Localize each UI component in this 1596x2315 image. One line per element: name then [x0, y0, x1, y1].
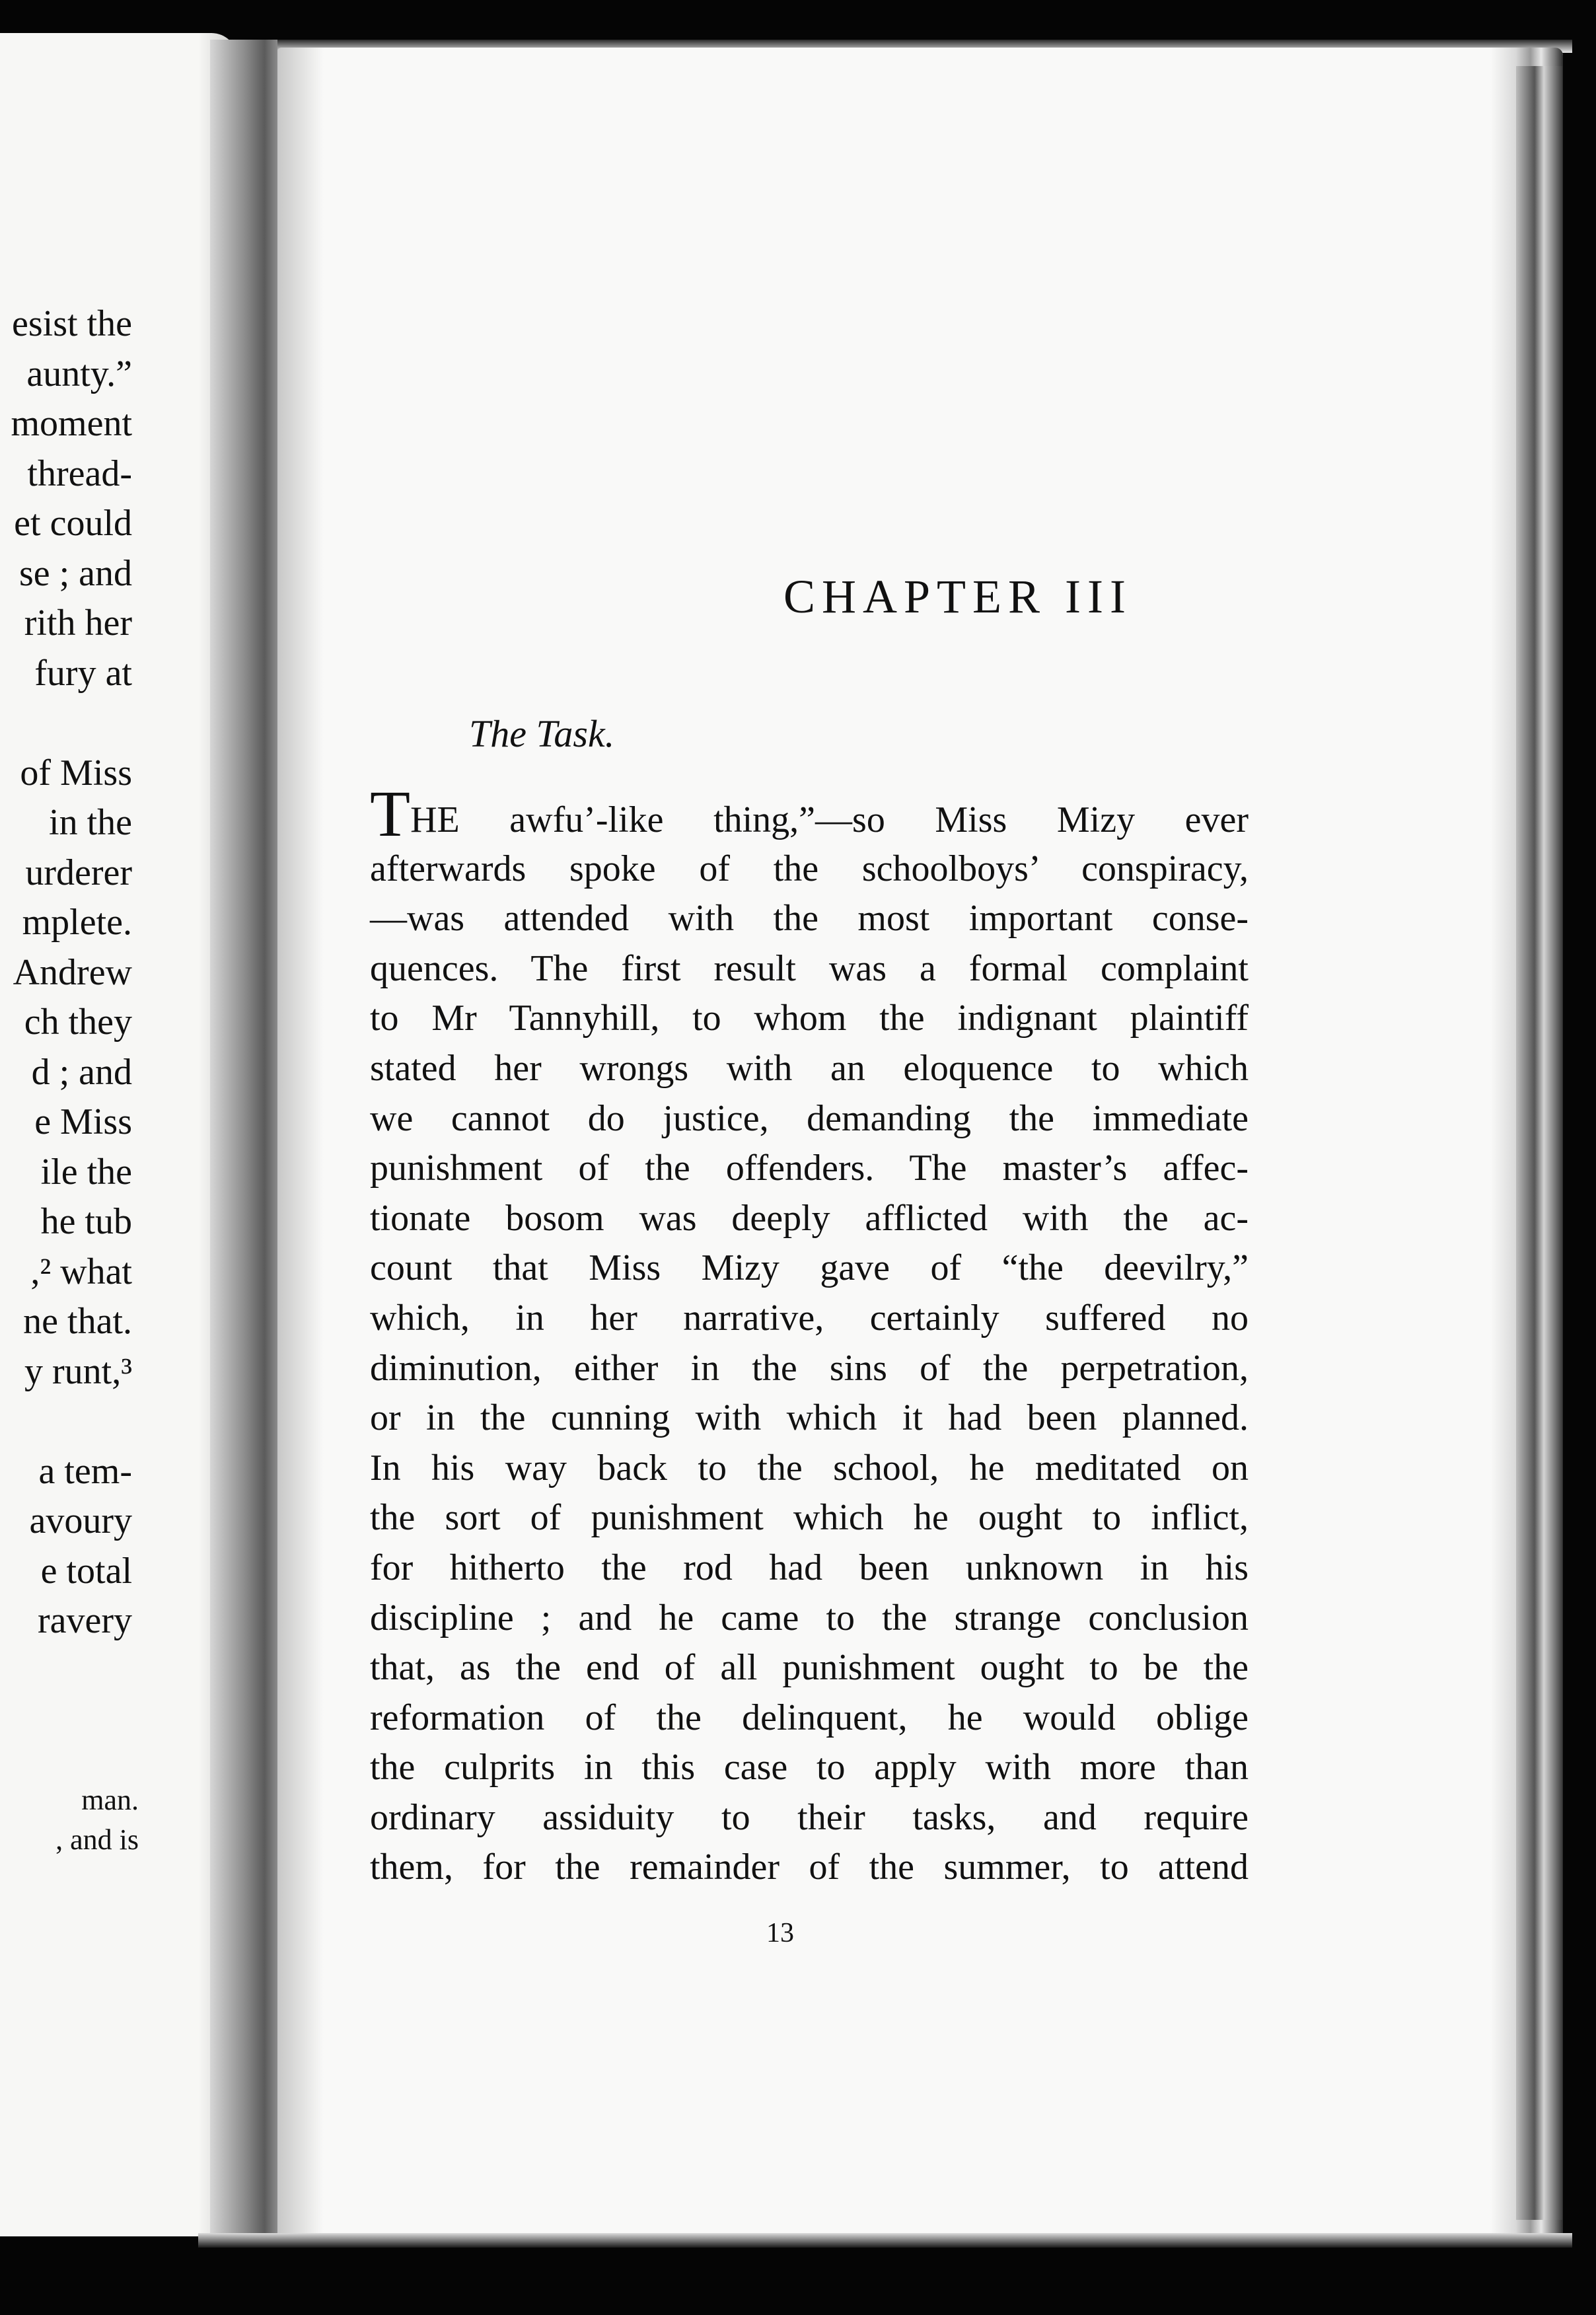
text-line: afterwards spoke of the schoolboys’ conspiracy, — [370, 848, 1249, 889]
left-line: Andrew — [13, 951, 132, 993]
text-line: ordinary assiduity to their tasks, and require — [370, 1796, 1249, 1838]
text-line: stated her wrongs with an eloquence to which — [370, 1047, 1249, 1089]
right-page — [277, 48, 1563, 2241]
left-page-footnotes — [55, 1781, 139, 1860]
left-line: thread- — [27, 453, 132, 494]
left-line: e total — [40, 1550, 132, 1592]
drop-cap: T — [370, 777, 411, 850]
left-line: mplete. — [22, 902, 132, 943]
footnote-line: , and is — [55, 1823, 139, 1856]
left-line: esist the — [12, 303, 132, 344]
chapter-heading: CHAPTER III — [783, 570, 1132, 623]
text-line: that, as the end of all punishment ought to be the — [370, 1647, 1249, 1689]
gutter-shadow — [277, 48, 324, 2241]
text-line: which, in her narrative, certainly suffered no — [370, 1297, 1249, 1339]
chapter-subtitle: The Task. — [469, 712, 615, 755]
left-line: rith her — [24, 603, 132, 643]
left-line: ravery — [37, 1600, 132, 1641]
text-line: punishment of the offenders. The master’s affec- — [370, 1148, 1249, 1189]
first-line-text: HE awfu’-like thing,”—so Miss Mizy ever — [410, 799, 1249, 840]
text-line: diminution, either in the sins of the perpetration, — [370, 1347, 1249, 1389]
left-line: ch they — [24, 1002, 132, 1043]
text-line: count that Miss Mizy gave of “the deevilry,” — [370, 1247, 1249, 1289]
left-line: y runt,³ — [24, 1350, 132, 1392]
text-line: discipline ; and he came to the strange conclusion — [370, 1597, 1249, 1638]
text-line: the sort of punishment which he ought to inflict, — [370, 1497, 1249, 1539]
text-line: reformation of the delinquent, he would oblige — [370, 1697, 1249, 1738]
left-line: e Miss — [34, 1101, 132, 1142]
left-line: d ; and — [31, 1051, 132, 1093]
left-line: in the — [49, 802, 132, 843]
footnote-line: man. — [81, 1784, 139, 1816]
left-line — [11, 698, 132, 749]
text-line: tionate bosom was deeply afflicted with the ac- — [370, 1197, 1249, 1239]
left-line: et could — [14, 503, 132, 544]
left-line: ,² what — [30, 1251, 132, 1292]
text-line: we cannot do justice, demanding the immediate — [370, 1097, 1249, 1139]
page-number: 13 — [766, 1918, 794, 1948]
left-line: avoury — [29, 1500, 132, 1541]
text-line: quences. The first result was a formal complaint — [370, 947, 1249, 989]
left-line: moment — [11, 403, 132, 444]
left-line: a tem- — [38, 1450, 132, 1492]
text-line: the culprits in this case to apply with more than — [370, 1747, 1249, 1788]
left-line: ile the — [40, 1151, 132, 1193]
left-line: fury at — [34, 652, 132, 694]
left-line: of Miss — [20, 752, 132, 793]
page-bottom-edge — [198, 2233, 1572, 2248]
left-line: he tub — [40, 1201, 132, 1242]
left-line: ne that. — [23, 1301, 132, 1342]
left-page — [0, 33, 238, 2236]
text-line: —was attended with the most important conse- — [370, 898, 1249, 939]
body-text — [370, 777, 1249, 1893]
text-line-first — [370, 777, 1249, 850]
text-line: them, for the remainder of the summer, to attend — [370, 1847, 1249, 1888]
torn-page-edge — [1516, 66, 1562, 2220]
left-page-text — [11, 299, 132, 1646]
text-line: for hitherto the rod had been unknown in his — [370, 1547, 1249, 1588]
left-line: aunty.” — [26, 353, 132, 394]
text-line: or in the cunning with which it had been planned. — [370, 1397, 1249, 1439]
left-line: urderer — [25, 852, 132, 893]
left-line: se ; and — [18, 552, 132, 594]
left-line — [11, 1397, 132, 1447]
text-line: In his way back to the school, he meditated on — [370, 1447, 1249, 1488]
text-line: to Mr Tannyhill, to whom the indignant plaintiff — [370, 998, 1249, 1039]
